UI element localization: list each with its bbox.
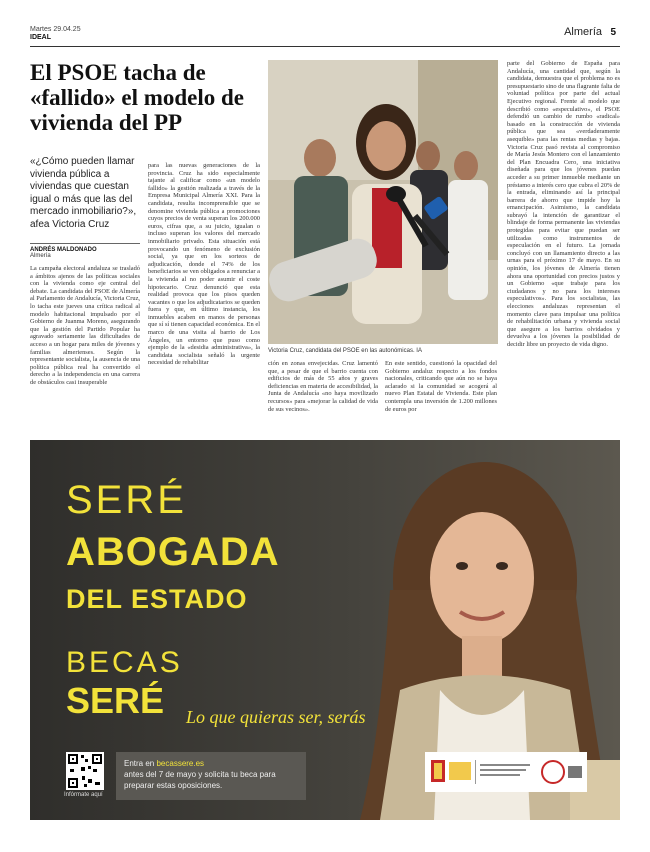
press-photo-illustration [268, 60, 498, 344]
photo-caption: Victoria Cruz, candidata del PSOE en las autonómicas. IA [268, 348, 422, 354]
article-column-1: La campaña electoral andaluza se trasladó a ámbitos ajenos de las políticas sociales con la vivienda como eje central del debate. La candidata del PSOE de Almería al Parlamento de Andalucía, Victoria Cruz, lo tacha este jueves una crítica radical al modelo habitacional impulsado por el Gobierno de Juanma Moreno, asegurando que la gestión del Partido Popular ha agravado seriamente las dificultades de acceso a un hogar para miles de jóvenes y familias almerienses. Según la representante socialista, la ausencia de una política pública real ha convertido el derecho a la independencia en una carrera de obstáculos casi insuperable [30, 265, 140, 386]
ad-info-box [116, 752, 306, 800]
article-column-2: para las nuevas generaciones de la provincia. Cruz ha sido especialmente tajante al calificar como «un modelo fallido» la gestión realizada a través de la Empresa Municipal Almería XXI. Para la candidata, resulta incomprensible que se denomine vivienda pública a promociones cuyos precios de venta superan los 200.000 euros, cifras que, a su juicio, igualan o incluso superan los valores del mercado inmobiliario privado. Esta situación está provocando un fenómeno de exclusión social, ya que en los sorteos de adjudicación, donde el 74% de los beneficiarios se ven obligados a renunciar a la vivienda al no poder asumir el coste hipotecario. Cruz denunció que esta realidad provoca que los pisos queden vacantes o que los adjudicatarios se queden fuera y que, en último instancia, los inmuebles acaben en manos de personas que sí sí tienen capacidad económica. En el marco de una visita al barrio de Los Ángeles, un entorno que puso como ejemplo de la «desidia administrativa», la candidata socialista señaló la urgente necesidad de rehabilitar [148, 162, 260, 367]
article-byline: ANDRÉS MALDONADO [30, 243, 140, 253]
qr-code-icon[interactable] [66, 752, 104, 790]
ad-line-abogada: ABOGADA [66, 530, 280, 574]
government-logos [425, 752, 587, 792]
section-name: Almería [564, 26, 602, 38]
header-rule [30, 46, 620, 47]
article-city: Almería [30, 253, 51, 259]
article-column-4: En este sentido, cuestionó la opacidad del Gobierno andaluz respecto a los fondos nacionales, criticando que aún no se haya aclarado si la comunidad se acogerá al nuevo Plan Estatal de Vivienda. Este plan contempla una inversión de 1.200 millones de euros por [385, 360, 497, 413]
ministry-logos-graphic [425, 752, 587, 792]
qr-code-label: Infórmate aquí [64, 792, 103, 798]
ad-info-link[interactable]: becassere.es [156, 759, 205, 768]
article-column-5: parte del Gobierno de España para Andalucía, una cantidad que, según la candidata, demuestra que el problema no es presupuestario sino de una flagrante falta de voluntad política por parte del actual Ejecutivo regional. Frente al modelo que describió como «especulativo», el PSOE defendió un cambio de rumbo «radical» basado en la construcción de vivienda pública que sea «verdaderamente asequible» para las rentas medias y bajas. Victoria Cruz pasó revista al compromiso de María Jesús Montero con el lanzamiento del Plan Encuadra Cero, una iniciativa diseñada para que los jóvenes puedan acceder a su primer inmueble mediante un préstamo a interés cero que cubra el 20% de la entrada, eliminando así la principal barrera de ahorro que impide hoy la emancipación. Asimismo, la candidata subrayó la intención de garantizar el blindaje de forma permanente las viviendas protegidas para evitar que puedan ser utilizadas como instrumentos de especulación en el futuro. La jornada concluyó con un llamamiento directo a las urnas para el próximo 17 de mayo. En su opinión, los jóvenes de Almería tienen ahora una oportunidad con precios justos y un Gobierno «que trabaje para los ciudadanos y no para los intereses especulativos». Para los socialistas, las elecciones andaluzas representan el momento clave para impulsar una política de rehabilitación urbana y vivienda social que asegure a los barrios olvidados y devuelva a los jóvenes la posibilidad de decidir libre un proyecto de vida digno. [507, 60, 620, 348]
publication-name: IDEAL [30, 34, 51, 41]
ad-tagline: Lo que quieras ser, serás [186, 707, 366, 727]
page-number: 5 [610, 27, 616, 38]
qr-code-graphic [66, 752, 104, 790]
ad-info-prefix: Entra en [124, 759, 157, 768]
article-column-3: ción en zonas envejecidas. Cruz lamentó que, a pesar de que el barrio cuenta con edificios de más de 55 años y graves deficiencias en materia de accesibilidad, la Junta de Andalucía «no haya movilizado recursos» para «mejorar la calidad de vida de sus vecinos». [268, 360, 378, 413]
ad-brand-sere: SERÉ [66, 680, 165, 721]
ad-info-text: antes del 7 de mayo y solicita tu beca para preparar estas oposiciones. [124, 770, 276, 790]
article-photo [268, 60, 498, 344]
ad-line-sere: SERÉ [66, 478, 187, 522]
article-subhead: «¿Cómo pueden llamar vivienda pública a viviendas que cuestan igual o más que las del mercado inmobiliario?», afea Victoria Cruz [30, 156, 137, 230]
ad-brand-becas: BECAS [66, 646, 183, 679]
article-headline: El PSOE tacha de «fallido» el modelo de vivienda del PP [30, 60, 245, 135]
issue-date: Martes 29.04.25 [30, 26, 81, 33]
ad-line-del-estado: DEL ESTADO [66, 584, 248, 614]
